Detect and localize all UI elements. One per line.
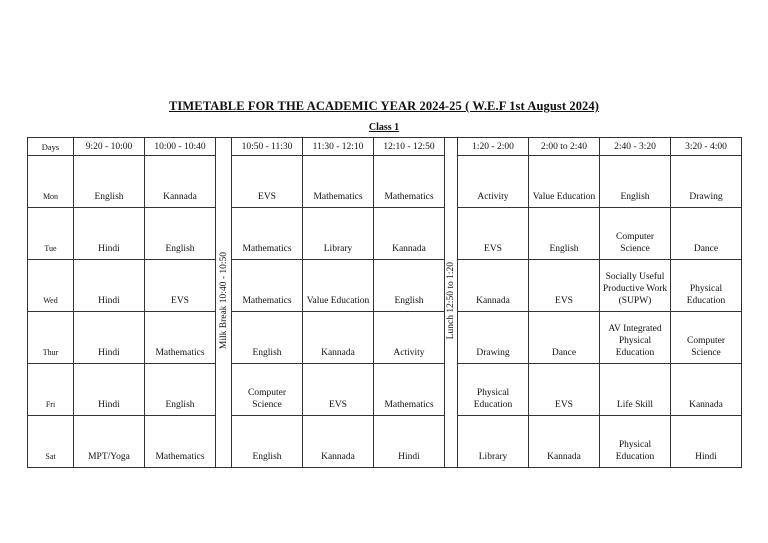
subject-cell: Activity xyxy=(374,312,445,364)
day-label: Fri xyxy=(28,364,74,416)
day-label: Tue xyxy=(28,208,74,260)
day-label: Wed xyxy=(28,260,74,312)
subject-cell: Socially Useful Productive Work (SUPW) xyxy=(600,260,671,312)
subject-cell: Physical Education xyxy=(671,260,742,312)
header-slot: 2:40 - 3:20 xyxy=(600,138,671,156)
subject-cell: Library xyxy=(303,208,374,260)
subject-cell: Value Education xyxy=(529,156,600,208)
table-row xyxy=(28,156,742,208)
subject-cell: EVS xyxy=(529,260,600,312)
header-days: Days xyxy=(28,138,74,156)
subject-cell: Computer Science xyxy=(671,312,742,364)
subject-cell: AV Integrated Physical Education xyxy=(600,312,671,364)
subject-cell: English xyxy=(145,364,216,416)
subject-cell: Hindi xyxy=(74,364,145,416)
subject-cell: Drawing xyxy=(671,156,742,208)
milk-break-column xyxy=(216,138,232,468)
subject-cell: MPT/Yoga xyxy=(74,416,145,468)
subject-cell: Kannada xyxy=(303,416,374,468)
subject-cell: English xyxy=(232,312,303,364)
page-title: TIMETABLE FOR THE ACADEMIC YEAR 2024-25 ( W.E.F 1st August 2024) xyxy=(168,99,600,113)
header-slot: 3:20 - 4:00 xyxy=(671,138,742,156)
subject-cell: Hindi xyxy=(671,416,742,468)
subject-cell: Computer Science xyxy=(600,208,671,260)
subject-cell: Mathematics xyxy=(145,312,216,364)
subject-cell: Drawing xyxy=(458,312,529,364)
table-row xyxy=(28,416,742,468)
lunch-break-column xyxy=(445,138,458,468)
subject-cell: Kannada xyxy=(374,208,445,260)
subject-cell: Dance xyxy=(529,312,600,364)
header-slot: 9:20 - 10:00 xyxy=(74,138,145,156)
subject-cell: Kannada xyxy=(303,312,374,364)
table-row xyxy=(28,312,742,364)
header-slot: 1:20 - 2:00 xyxy=(458,138,529,156)
subject-cell: Mathematics xyxy=(374,364,445,416)
table-row xyxy=(28,208,742,260)
subject-cell: English xyxy=(529,208,600,260)
subject-cell: EVS xyxy=(145,260,216,312)
lunch-break-label: Lunch 12:50 to 1:20 xyxy=(446,261,456,340)
timetable xyxy=(27,137,742,468)
subject-cell: English xyxy=(145,208,216,260)
subject-cell: Hindi xyxy=(74,260,145,312)
header-slot: 10:50 - 11:30 xyxy=(232,138,303,156)
day-label: Mon xyxy=(28,156,74,208)
subject-cell: EVS xyxy=(303,364,374,416)
day-label: Thur xyxy=(28,312,74,364)
header-slot: 2:00 to 2:40 xyxy=(529,138,600,156)
subject-cell: Kannada xyxy=(671,364,742,416)
subject-cell: English xyxy=(232,416,303,468)
subject-cell: English xyxy=(374,260,445,312)
subject-cell: Mathematics xyxy=(232,208,303,260)
subject-cell: Mathematics xyxy=(232,260,303,312)
subject-cell: Library xyxy=(458,416,529,468)
subject-cell: Kannada xyxy=(145,156,216,208)
subject-cell: Life Skill xyxy=(600,364,671,416)
subject-cell: EVS xyxy=(529,364,600,416)
subject-cell: Mathematics xyxy=(303,156,374,208)
header-slot: 11:30 - 12:10 xyxy=(303,138,374,156)
header-row xyxy=(28,138,742,156)
table-row xyxy=(28,260,742,312)
subject-cell: Kannada xyxy=(529,416,600,468)
class-label: Class 1 xyxy=(368,122,400,133)
subject-cell: Kannada xyxy=(458,260,529,312)
subject-cell: Mathematics xyxy=(374,156,445,208)
subject-cell: EVS xyxy=(232,156,303,208)
day-label: Sat xyxy=(28,416,74,468)
subject-cell: Hindi xyxy=(74,312,145,364)
subject-cell: English xyxy=(74,156,145,208)
subject-cell: Physical Education xyxy=(600,416,671,468)
subject-cell: Hindi xyxy=(74,208,145,260)
subject-cell: EVS xyxy=(458,208,529,260)
subject-cell: Value Education xyxy=(303,260,374,312)
header-slot: 10:00 - 10:40 xyxy=(145,138,216,156)
subject-cell: Hindi xyxy=(374,416,445,468)
table-row xyxy=(28,364,742,416)
subject-cell: Computer Science xyxy=(232,364,303,416)
subject-cell: Dance xyxy=(671,208,742,260)
milk-break-label: Milk Break 10:40 - 10:50 xyxy=(218,251,229,350)
subject-cell: Mathematics xyxy=(145,416,216,468)
subject-cell: English xyxy=(600,156,671,208)
header-slot: 12:10 - 12:50 xyxy=(374,138,445,156)
subject-cell: Activity xyxy=(458,156,529,208)
subject-cell: Physical Education xyxy=(458,364,529,416)
